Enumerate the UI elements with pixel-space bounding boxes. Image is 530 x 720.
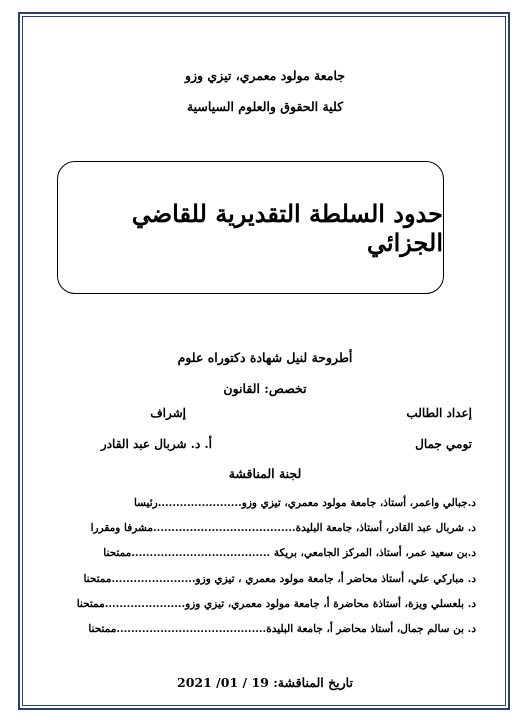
committee-member: د.بن سعيد عمر، أستاذ، المركز الجامعي، بريكة ......................................ممتحنا xyxy=(103,547,476,559)
committee-member: د. شربال عبد القادر، أستاذ، جامعة البليدة.......................................مشرفا ومقررا xyxy=(90,522,476,534)
committee-title: لجنة المناقشة xyxy=(228,466,302,481)
student-name: تومي جمال xyxy=(415,437,472,451)
committee-member: د.جبالي واعمر، أستاذ، جامعة مولود معمري، تيزي وزو.......................رئيسا xyxy=(133,497,476,509)
specialty: تخصص: القانون xyxy=(223,381,307,396)
supervision-label: إشراف xyxy=(150,406,186,420)
committee-member: د. بلعسلي ويزة، أستاذة محاضرة أ، جامعة مولود معمري، تيزي وزو......................ممتحنا xyxy=(76,598,476,610)
student-label: إعداد الطالب xyxy=(406,406,472,420)
defense-date: تاريخ المناقشة: 19 / 01/ 2021 xyxy=(177,675,353,690)
university-name: جامعة مولود معمري، تيزي وزو xyxy=(184,68,346,83)
committee-member: د. بن سالم جمال، أستاذ محاضر أ، جامعة البليدة.........................................ممتحنا xyxy=(88,623,476,635)
title-box xyxy=(57,161,444,294)
thesis-title: حدود السلطة التقديرية للقاضي الجزائي xyxy=(131,198,443,257)
faculty-name: كلية الحقوق والعلوم السياسية xyxy=(186,99,344,114)
thesis-type: أطروحة لنيل شهادة دكتوراه علوم xyxy=(177,350,353,365)
supervisor-name: أ. د. شربال عبد القادر xyxy=(100,437,212,451)
committee-member: د. مباركي علي، أستاذ محاضر أ، جامعة مولود معمري ، تيزي وزو.......................ممتحنا xyxy=(83,573,476,585)
